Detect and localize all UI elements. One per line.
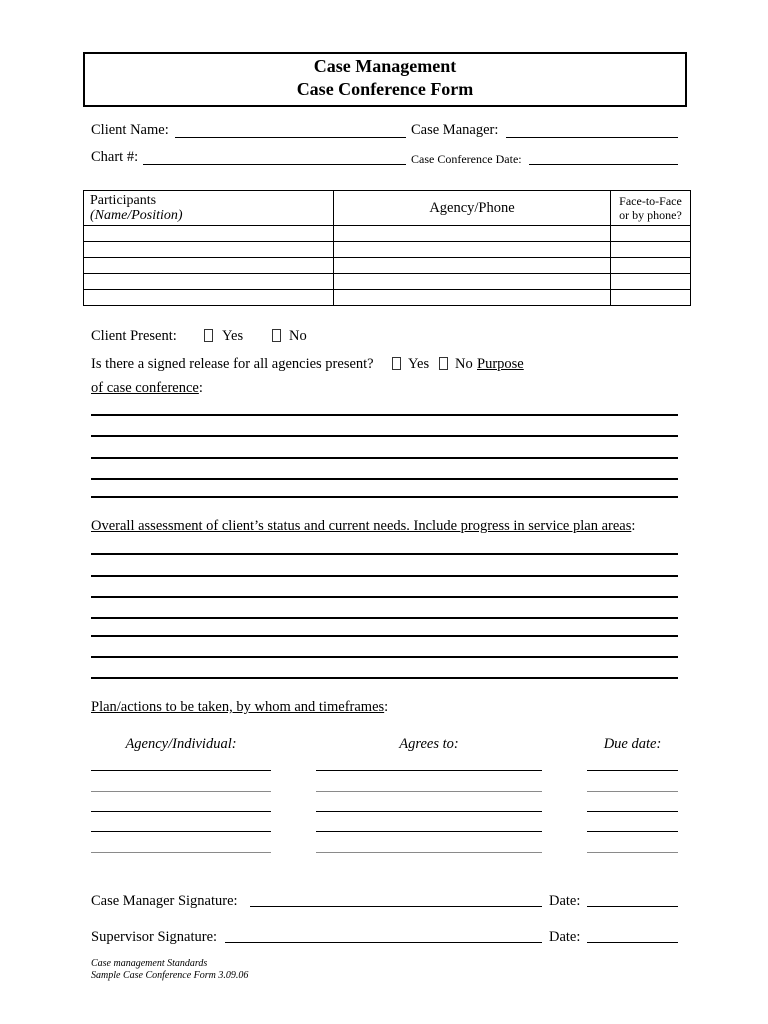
purpose-write-line[interactable] (91, 496, 678, 498)
due-date-line[interactable] (587, 831, 678, 832)
agency-phone-cell[interactable] (334, 274, 611, 290)
due-date-line[interactable] (587, 791, 678, 792)
footer-standards: Case management Standards (91, 958, 208, 969)
purpose-label-part2: of case conference (91, 380, 199, 396)
assessment-write-line[interactable] (91, 553, 678, 555)
release-no-label: No (455, 356, 473, 372)
conference-date-field[interactable] (529, 164, 678, 165)
agency-individual-line[interactable] (91, 791, 271, 792)
participants-header (84, 191, 334, 226)
due-date-header: Due date: (603, 736, 662, 752)
client-name-label: Client Name: (91, 122, 169, 138)
purpose-write-line[interactable] (91, 414, 678, 416)
supervisor-signature-label: Supervisor Signature: (91, 929, 218, 945)
supervisor-signature-field[interactable] (225, 942, 542, 943)
table-row (84, 226, 691, 242)
agency-individual-line[interactable] (91, 831, 271, 832)
face-to-face-header-line2: or by phone? (619, 208, 682, 222)
client-present-yes-checkbox[interactable] (204, 329, 213, 342)
agrees-to-line[interactable] (316, 811, 542, 812)
release-yes-label: Yes (408, 356, 430, 372)
face-to-face-header-line1: Face-to-Face (619, 194, 682, 208)
face-to-face-cell[interactable] (611, 290, 691, 306)
client-name-field[interactable] (175, 137, 406, 138)
agency-phone-cell[interactable] (334, 290, 611, 306)
participant-cell[interactable] (84, 290, 334, 306)
case-manager-date-label: Date: (549, 893, 581, 909)
footer-form-id: Sample Case Conference Form 3.09.06 (91, 970, 249, 981)
table-row (84, 274, 691, 290)
assessment-write-line[interactable] (91, 575, 678, 577)
agency-phone-header: Agency/Phone (334, 191, 611, 226)
assessment-label-line (91, 517, 635, 535)
agency-individual-line[interactable] (91, 811, 271, 812)
assessment-write-line[interactable] (91, 677, 678, 679)
table-row (84, 258, 691, 274)
agrees-to-line[interactable] (316, 852, 542, 853)
agency-phone-cell[interactable] (334, 258, 611, 274)
client-present-yes-label: Yes (222, 328, 244, 344)
agency-individual-line[interactable] (91, 852, 271, 853)
table-row (84, 242, 691, 258)
purpose-write-line[interactable] (91, 435, 678, 437)
client-present-label: Client Present: (91, 328, 177, 344)
assessment-write-line[interactable] (91, 617, 678, 619)
due-date-line[interactable] (587, 770, 678, 771)
participant-cell[interactable] (84, 258, 334, 274)
face-to-face-cell[interactable] (611, 258, 691, 274)
client-present-no-checkbox[interactable] (272, 329, 281, 342)
case-manager-field[interactable] (506, 137, 678, 138)
form-title-box (83, 52, 687, 107)
supervisor-date-field[interactable] (587, 942, 678, 943)
assessment-write-line[interactable] (91, 656, 678, 658)
case-manager-signature-label: Case Manager Signature: (91, 893, 238, 909)
table-row (84, 290, 691, 306)
participant-cell[interactable] (84, 226, 334, 242)
case-manager-date-field[interactable] (587, 906, 678, 907)
form-title-line2: Case Conference Form (296, 79, 474, 99)
plan-label-line (91, 698, 388, 716)
agrees-to-line[interactable] (316, 791, 542, 792)
assessment-write-line[interactable] (91, 596, 678, 598)
face-to-face-cell[interactable] (611, 242, 691, 258)
purpose-label-part1: Purpose (477, 356, 524, 372)
supervisor-date-label: Date: (549, 929, 581, 945)
purpose-colon: : (198, 380, 203, 396)
assessment-colon: : (631, 518, 636, 534)
face-to-face-header (611, 191, 691, 226)
chart-number-field[interactable] (143, 164, 406, 165)
due-date-line[interactable] (587, 852, 678, 853)
face-to-face-cell[interactable] (611, 226, 691, 242)
agrees-to-header: Agrees to: (399, 736, 459, 752)
release-yes-checkbox[interactable] (392, 357, 401, 370)
case-manager-signature-field[interactable] (250, 906, 542, 907)
due-date-line[interactable] (587, 811, 678, 812)
participant-cell[interactable] (84, 242, 334, 258)
assessment-write-line[interactable] (91, 635, 678, 637)
agency-phone-cell[interactable] (334, 226, 611, 242)
purpose-write-line[interactable] (91, 457, 678, 459)
plan-label: Plan/actions to be taken, by whom and timeframes (91, 699, 385, 715)
agrees-to-line[interactable] (316, 770, 542, 771)
client-present-no-label: No (289, 328, 307, 344)
participants-header-label: Participants (90, 193, 157, 208)
agency-individual-line[interactable] (91, 770, 271, 771)
conference-date-label: Case Conference Date: (411, 152, 522, 166)
participants-header-sublabel: (Name/Position) (90, 208, 183, 223)
purpose-write-line[interactable] (91, 478, 678, 480)
agency-individual-header: Agency/Individual: (125, 736, 237, 752)
participant-cell[interactable] (84, 274, 334, 290)
agency-phone-cell[interactable] (334, 242, 611, 258)
agrees-to-line[interactable] (316, 831, 542, 832)
table-header-row (84, 191, 691, 226)
release-question: Is there a signed release for all agencies present? (91, 356, 374, 372)
face-to-face-cell[interactable] (611, 274, 691, 290)
chart-number-label: Chart #: (91, 149, 139, 165)
assessment-label: Overall assessment of client’s status and current needs. Include progress in service plan areas (91, 518, 632, 534)
release-no-checkbox[interactable] (439, 357, 448, 370)
case-manager-label: Case Manager: (411, 122, 499, 138)
purpose-label-line2 (91, 379, 203, 397)
plan-colon: : (384, 699, 389, 715)
participants-table (83, 190, 691, 306)
form-title-line1: Case Management (313, 56, 457, 76)
